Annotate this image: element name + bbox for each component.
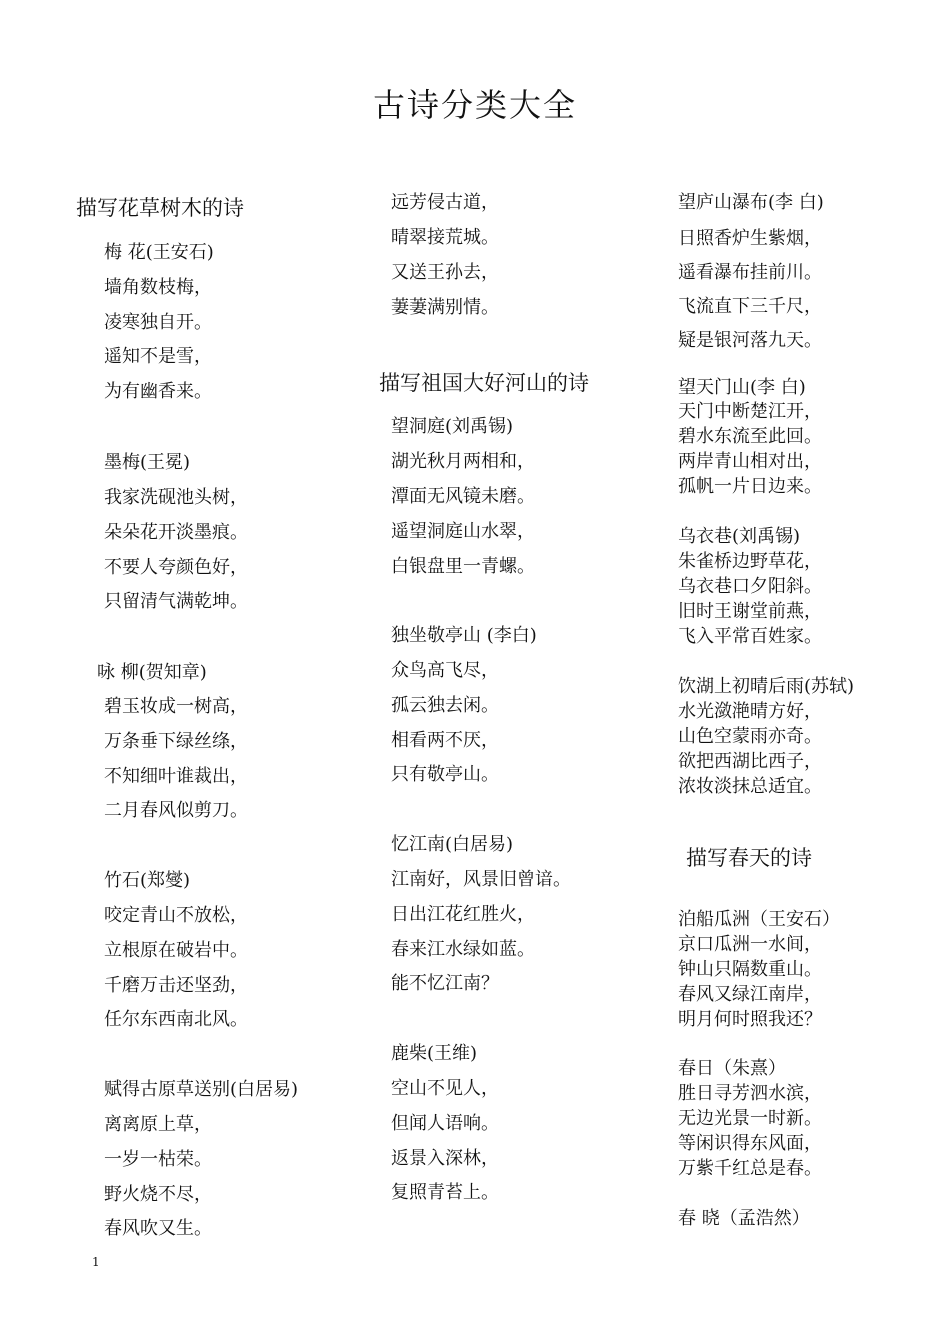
poem-line: 欲把西湖比西子， bbox=[678, 751, 822, 772]
poem-line: 独坐敬亭山 (李白) bbox=[391, 625, 537, 646]
poem-line: 不要人夸颜色好， bbox=[104, 557, 248, 578]
poem-line: 旧时王谢堂前燕， bbox=[678, 601, 822, 622]
poem-line: 乌衣巷(刘禹锡) bbox=[678, 526, 801, 547]
poem-line: 浓妆淡抹总适宜。 bbox=[678, 776, 822, 797]
poem-line: 遥知不是雪， bbox=[104, 346, 212, 367]
poem-line: 春 晓（孟浩然） bbox=[678, 1208, 810, 1229]
poem-line: 望洞庭(刘禹锡) bbox=[391, 416, 514, 437]
poem-line: 江南好，风景旧曾谙。 bbox=[391, 869, 571, 890]
poem-line: 梅 花(王安石) bbox=[104, 242, 214, 263]
poem-line: 能不忆江南？ bbox=[391, 973, 499, 994]
poem-line: 只留清气满乾坤。 bbox=[104, 591, 248, 612]
poem-line: 朵朵花开淡墨痕。 bbox=[104, 522, 248, 543]
poem-line: 山色空蒙雨亦奇。 bbox=[678, 726, 822, 747]
poem-line: 千磨万击还坚劲， bbox=[104, 975, 248, 996]
poem-line: 萋萋满别情。 bbox=[391, 297, 499, 318]
poem-line: 飞入平常百姓家。 bbox=[678, 626, 822, 647]
poem-line: 疑是银河落九天。 bbox=[678, 330, 822, 351]
poem-line: 孤云独去闲。 bbox=[391, 695, 499, 716]
poem-line: 明月何时照我还？ bbox=[678, 1009, 822, 1030]
poem-line: 春来江水绿如蓝。 bbox=[391, 939, 535, 960]
poem-line: 胜日寻芳泗水滨， bbox=[678, 1083, 822, 1104]
page-number: 1 bbox=[92, 1255, 100, 1269]
poem-line: 为有幽香来。 bbox=[104, 381, 212, 402]
poem-line: 竹石(郑燮) bbox=[104, 870, 191, 891]
poem-line: 乌衣巷口夕阳斜。 bbox=[678, 576, 822, 597]
poem-line: 湖光秋月两相和， bbox=[391, 451, 535, 472]
poem-line: 咏 柳(贺知章) bbox=[97, 662, 207, 683]
poem-line: 离离原上草， bbox=[104, 1114, 212, 1135]
poem-line: 日出江花红胜火， bbox=[391, 904, 535, 925]
poem-line: 二月春风似剪刀。 bbox=[104, 800, 248, 821]
poem-line: 碧玉妆成一树高， bbox=[104, 696, 248, 717]
section-heading: 描写花草树木的诗 bbox=[76, 196, 244, 220]
poem-line: 潭面无风镜未磨。 bbox=[391, 486, 535, 507]
poem-line: 忆江南(白居易) bbox=[391, 834, 514, 855]
poem-line: 飞流直下三千尺， bbox=[678, 296, 822, 317]
poem-line: 空山不见人， bbox=[391, 1078, 499, 1099]
section-heading: 描写春天的诗 bbox=[686, 846, 812, 870]
poem-line: 日照香炉生紫烟， bbox=[678, 228, 822, 249]
poem-line: 两岸青山相对出， bbox=[678, 451, 822, 472]
poem-line: 朱雀桥边野草花， bbox=[678, 551, 822, 572]
poem-line: 墙角数枝梅， bbox=[104, 277, 212, 298]
poem-line: 又送王孙去， bbox=[391, 262, 499, 283]
poem-line: 返景入深林， bbox=[391, 1148, 499, 1169]
poem-line: 无边光景一时新。 bbox=[678, 1108, 822, 1129]
poem-line: 孤帆一片日边来。 bbox=[678, 476, 822, 497]
section-heading: 描写祖国大好河山的诗 bbox=[379, 371, 589, 395]
page-title: 古诗分类大全 bbox=[372, 86, 577, 124]
poem-line: 碧水东流至此回。 bbox=[678, 426, 822, 447]
poem-line: 等闲识得东风面， bbox=[678, 1133, 822, 1154]
poem-line: 但闻人语响。 bbox=[391, 1113, 499, 1134]
poem-line: 一岁一枯荣。 bbox=[104, 1149, 212, 1170]
poem-line: 万条垂下绿丝绦， bbox=[104, 731, 248, 752]
poem-line: 泊船瓜洲（王安石） bbox=[678, 909, 840, 930]
poem-line: 春风吹又生。 bbox=[104, 1218, 212, 1239]
poem-line: 晴翠接荒城。 bbox=[391, 227, 499, 248]
poem-line: 万紫千红总是春。 bbox=[678, 1158, 822, 1179]
poem-line: 咬定青山不放松， bbox=[104, 905, 248, 926]
poem-line: 望庐山瀑布(李 白) bbox=[678, 192, 824, 213]
poem-line: 春风又绿江南岸， bbox=[678, 984, 822, 1005]
poem-line: 我家洗砚池头树， bbox=[104, 487, 248, 508]
poem-line: 远芳侵古道， bbox=[391, 192, 499, 213]
poem-line: 天门中断楚江开， bbox=[678, 401, 822, 422]
poem-line: 众鸟高飞尽， bbox=[391, 660, 499, 681]
poem-line: 钟山只隔数重山。 bbox=[678, 959, 822, 980]
poem-line: 凌寒独自开。 bbox=[104, 312, 212, 333]
poem-line: 复照青苔上。 bbox=[391, 1182, 499, 1203]
poem-line: 赋得古原草送别(白居易) bbox=[104, 1079, 299, 1100]
poem-line: 鹿柴(王维) bbox=[391, 1043, 478, 1064]
poem-line: 遥看瀑布挂前川。 bbox=[678, 262, 822, 283]
poem-line: 只有敬亭山。 bbox=[391, 764, 499, 785]
poem-line: 白银盘里一青螺。 bbox=[391, 556, 535, 577]
poem-line: 墨梅(王冕) bbox=[104, 452, 191, 473]
poem-line: 野火烧不尽， bbox=[104, 1184, 212, 1205]
poem-line: 望天门山(李 白) bbox=[678, 377, 806, 398]
poem-line: 水光潋滟晴方好， bbox=[678, 701, 822, 722]
poem-line: 春日（朱熹） bbox=[678, 1058, 786, 1079]
poem-line: 相看两不厌， bbox=[391, 730, 499, 751]
poem-line: 不知细叶谁裁出， bbox=[104, 766, 248, 787]
poem-line: 立根原在破岩中。 bbox=[104, 940, 248, 961]
poem-line: 任尔东西南北风。 bbox=[104, 1009, 248, 1030]
poem-line: 饮湖上初晴后雨(苏轼) bbox=[678, 676, 855, 697]
poem-line: 京口瓜洲一水间， bbox=[678, 934, 822, 955]
poem-line: 遥望洞庭山水翠， bbox=[391, 521, 535, 542]
